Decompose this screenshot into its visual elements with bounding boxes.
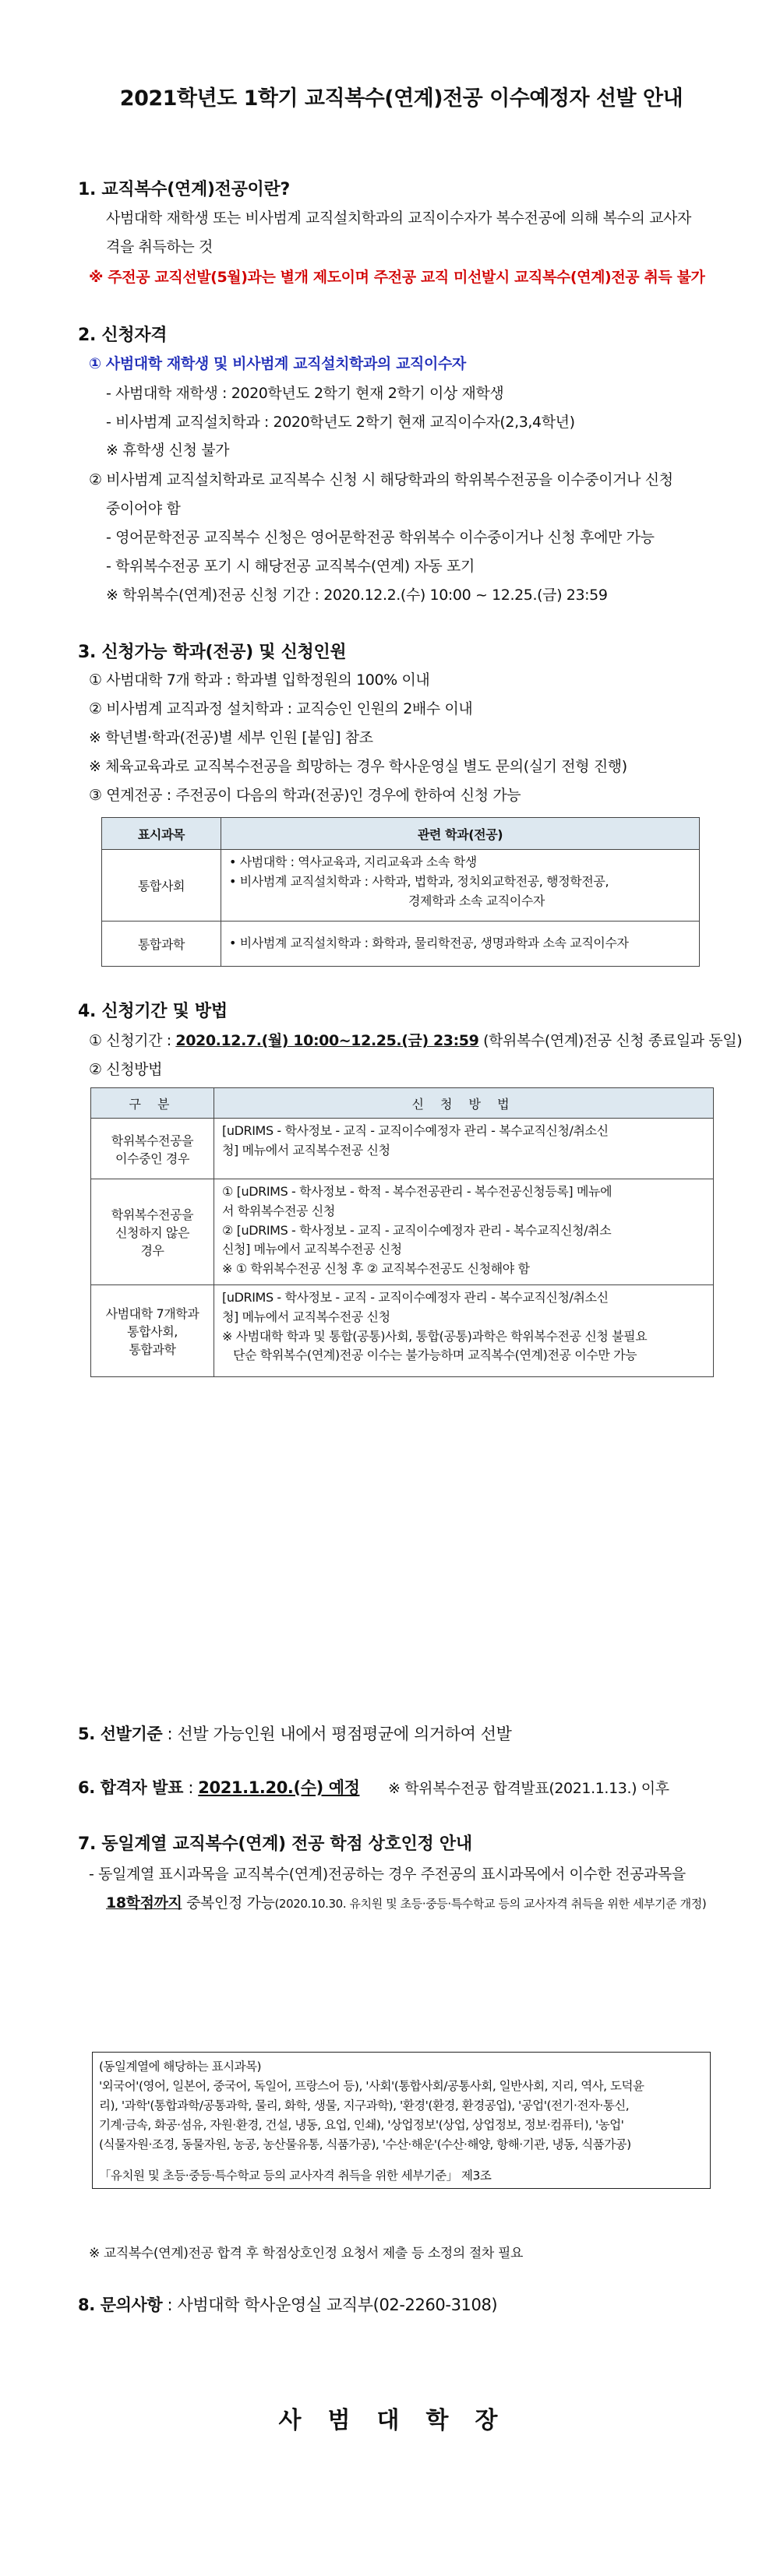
table-cell: [214, 1285, 714, 1377]
cell-line: ※ 사범대학 학과 및 통합(공통)사회, 통합(공통)과학은 학위복수전공 신청 불필요: [222, 1328, 648, 1344]
table-header-row: [91, 1088, 714, 1119]
cell-line: 학위복수전공을: [111, 1207, 194, 1222]
section-6-heading: 6. 합격자 발표: [78, 1778, 184, 1797]
application-method-table: [90, 1087, 714, 1377]
credit-text: 중복인정 가능: [182, 1894, 275, 1912]
s7-line-1: - 동일계열 표시과목을 교직복수(연계)전공하는 경우 주전공의 표시과목에서 이수한 전공과목을: [89, 1866, 686, 1883]
table-row: [91, 1119, 714, 1179]
table-cell: 통합사회: [102, 850, 221, 922]
cell-line: 학위복수전공을: [111, 1133, 194, 1148]
s2-condition-1b: - 비사범계 교직설치학과 : 2020학년도 2학기 현재 교직이수자(2,3,4학년): [106, 414, 575, 431]
cell-line: 단순 학위복수(연계)전공 이수는 불가능하며 교직복수(연계)전공 이수만 가능: [233, 1348, 637, 1363]
section-1-heading: 1. 교직복수(연계)전공이란?: [78, 180, 290, 199]
table-cell: [91, 1119, 214, 1179]
linked-major-table: [101, 817, 700, 967]
section-6-note: ※ 학위복수전공 합격발표(2021.1.13.) 이후: [388, 1780, 669, 1797]
box-line: 리), '과학'(통합과학/공통과학, 물리, 화학, 생물, 지구과학), '환경'(환경, 환경공업), '공업'(전기·전자·통신,: [99, 2099, 630, 2113]
box-line: '외국어'(영어, 일본어, 중국어, 독일어, 프랑스어 등), '사회'(통합사회/공통사회, 일반사회, 지리, 역사, 도덕윤: [99, 2079, 644, 2094]
cell-line: 청] 메뉴에서 교직복수전공 신청: [222, 1142, 390, 1158]
section-7-heading: 7. 동일계열 교직복수(연계) 전공 학점 상호인정 안내: [78, 1834, 472, 1854]
table-header: 신 청 방 법: [214, 1088, 714, 1119]
section-5-heading: 5. 선발기준: [78, 1725, 163, 1743]
cell-line: 이수중인 경우: [115, 1151, 190, 1166]
table-cell: [221, 850, 700, 922]
table-cell: [91, 1285, 214, 1377]
table-header: 관련 학과(전공): [221, 818, 700, 850]
box-line: (식물자원·조경, 동물자원, 농공, 농산물유통, 식품가공), '수산·해운'(수산·해양, 항해·기관, 냉동, 식품가공): [99, 2137, 631, 2152]
section-8-text: : 사범대학 학사운영실 교직부(02-2260-3108): [162, 2296, 498, 2314]
cell-line: [uDRIMS - 학사정보 - 교직 - 교직이수예정자 관리 - 복수교직신청/취소신: [222, 1123, 609, 1138]
cell-line: • 사범대학 : 역사교육과, 지리교육과 소속 학생: [229, 855, 477, 869]
page-title: 2021학년도 1학기 교직복수(연계)전공 이수예정자 선발 안내: [119, 86, 683, 111]
table-cell: [91, 1179, 214, 1285]
s3-line-4: ※ 체육교육과로 교직복수전공을 희망하는 경우 학사운영실 별도 문의(실기 전형 진행): [89, 758, 627, 775]
table-row: [91, 1179, 714, 1285]
cell-line: 통합사회,: [127, 1324, 178, 1339]
table-header: 표시과목: [102, 818, 221, 850]
cell-line: 사범대학 7개학과: [105, 1306, 199, 1321]
regulation-note: (2020.10.30. 유치원 및 초등·중등·특수학교 등의 교사자격 취득을 위한 세부기준 개정): [274, 1897, 707, 1911]
section-8-heading: 8. 문의사항: [78, 2296, 163, 2314]
s2-condition-2b: 중이어야 함: [106, 500, 181, 517]
section-2-heading: 2. 신청자격: [78, 326, 168, 345]
section-6-separator: :: [183, 1778, 199, 1797]
s4-period-line: [89, 1031, 742, 1051]
cell-line: 경제학과 소속 교직이수자: [408, 893, 545, 908]
cell-line: 신청하지 않은: [115, 1225, 190, 1240]
box-line: 「유치원 및 초등·중등·특수학교 등의 교사자격 취득을 위한 세부기준」 제3조: [99, 2168, 492, 2183]
s2-condition-2e: ※ 학위복수(연계)전공 신청 기간 : 2020.12.2.(수) 10:00 ~ 12.25.(금) 23:59: [106, 587, 608, 604]
s2-condition-2: ② 비사범계 교직설치학과로 교직복수 신청 시 해당학과의 학위복수전공을 이수중이거나 신청: [89, 471, 673, 488]
period-dates: 2020.12.7.(월) 10:00~12.25.(금) 23:59: [175, 1032, 479, 1049]
table-header: 구 분: [91, 1088, 214, 1119]
period-label: ① 신청기간 :: [89, 1032, 176, 1049]
s2-condition-2c: - 영어문학전공 교직복수 신청은 영어문학전공 학위복수 이수중이거나 신청 후에만 가능: [106, 529, 655, 546]
s3-line-5: ③ 연계전공 : 주전공이 다음의 학과(전공)인 경우에 한하여 신청 가능: [89, 787, 521, 804]
s1-warning-note: ※ 주전공 교직선발(5월)과는 별개 제도이며 주전공 교직 미선발시 교직복수(연계)전공 취득 불가: [89, 269, 705, 286]
section-3-heading: 3. 신청가능 학과(전공) 및 신청인원: [78, 643, 347, 662]
table-row: [102, 922, 700, 967]
s7-note: ※ 교직복수(연계)전공 합격 후 학점상호인정 요청서 제출 등 소정의 절차 필요: [89, 2246, 524, 2261]
cell-line: ② [uDRIMS - 학사정보 - 교직 - 교직이수예정자 관리 - 복수교직신청/취소: [222, 1222, 612, 1238]
table-cell: [214, 1119, 714, 1179]
section-5-text: : 선발 가능인원 내에서 평점평균에 의거하여 선발: [162, 1725, 512, 1743]
table-cell: 통합과학: [102, 922, 221, 967]
table-row: [102, 850, 700, 922]
cell-line: [uDRIMS - 학사정보 - 교직 - 교직이수예정자 관리 - 복수교직신청/취소신: [222, 1290, 609, 1305]
s7-line-2: [106, 1894, 706, 1913]
issuer-signature: 사범대학장: [278, 2407, 524, 2434]
table-cell: [214, 1179, 714, 1285]
table-cell: • 비사범계 교직설치학과 : 화학과, 물리학전공, 생명과학과 소속 교직이수자: [221, 922, 700, 967]
section-8: [78, 2295, 497, 2316]
s3-line-1: ① 사범대학 7개 학과 : 학과별 입학정원의 100% 이내: [89, 671, 430, 689]
cell-line: ※ ① 학위복수전공 신청 후 ② 교직복수전공도 신청해야 함: [222, 1261, 530, 1277]
credit-limit: 18학점까지: [106, 1894, 182, 1912]
s4-method-label: ② 신청방법: [89, 1061, 163, 1078]
s2-condition-2d: - 학위복수전공 포기 시 해당전공 교직복수(연계) 자동 포기: [106, 558, 475, 575]
table-row: [91, 1285, 714, 1377]
period-note: (학위복수(연계)전공 신청 종료일과 동일): [478, 1032, 743, 1049]
same-field-subjects-box: [92, 2052, 711, 2189]
cell-line: 경우: [140, 1243, 164, 1258]
section-4-heading: 4. 신청기간 및 방법: [78, 1002, 228, 1021]
section-5: [78, 1724, 512, 1745]
cell-line: 통합과학: [129, 1342, 176, 1357]
s1-paragraph-line2: 격을 취득하는 것: [106, 238, 213, 255]
s3-line-3: ※ 학년별·학과(전공)별 세부 인원 [붙임] 참조: [89, 729, 373, 746]
box-line: (동일계열에 해당하는 표시과목): [99, 2060, 262, 2074]
cell-line: 청] 메뉴에서 교직복수전공 신청: [222, 1309, 390, 1324]
s2-condition-1a: - 사범대학 재학생 : 2020학년도 2학기 현재 2학기 이상 재학생: [106, 385, 504, 402]
section-6: [78, 1778, 359, 1799]
table-header-row: [102, 818, 700, 850]
cell-line: 신청] 메뉴에서 교직복수전공 신청: [222, 1242, 402, 1257]
s1-paragraph-line1: 사범대학 재학생 또는 비사범계 교직설치학과의 교직이수자가 복수전공에 의해 복수의 교사자: [106, 210, 691, 227]
s3-line-2: ② 비사범계 교직과정 설치학과 : 교직승인 인원의 2배수 이내: [89, 700, 473, 717]
cell-line: • 비사범계 교직설치학과 : 사학과, 법학과, 정치외교학전공, 행정학전공,: [229, 873, 609, 889]
announcement-date: 2021.1.20.(수) 예정: [198, 1778, 360, 1797]
cell-line: ① [uDRIMS - 학사정보 - 학적 - 복수전공관리 - 복수전공신청등록] 메뉴에: [222, 1184, 612, 1199]
s2-condition-1c: ※ 휴학생 신청 불가: [106, 442, 230, 459]
box-line: 기계·금속, 화공·섬유, 자원·환경, 건설, 냉동, 요업, 인쇄), '상업정보'(상업, 상업정보, 정보·컴퓨터), '농업': [99, 2118, 624, 2133]
s2-condition-1: ① 사범대학 재학생 및 비사범계 교직설치학과의 교직이수자: [89, 355, 466, 372]
cell-line: 서 학위복수전공 신청: [222, 1203, 335, 1218]
